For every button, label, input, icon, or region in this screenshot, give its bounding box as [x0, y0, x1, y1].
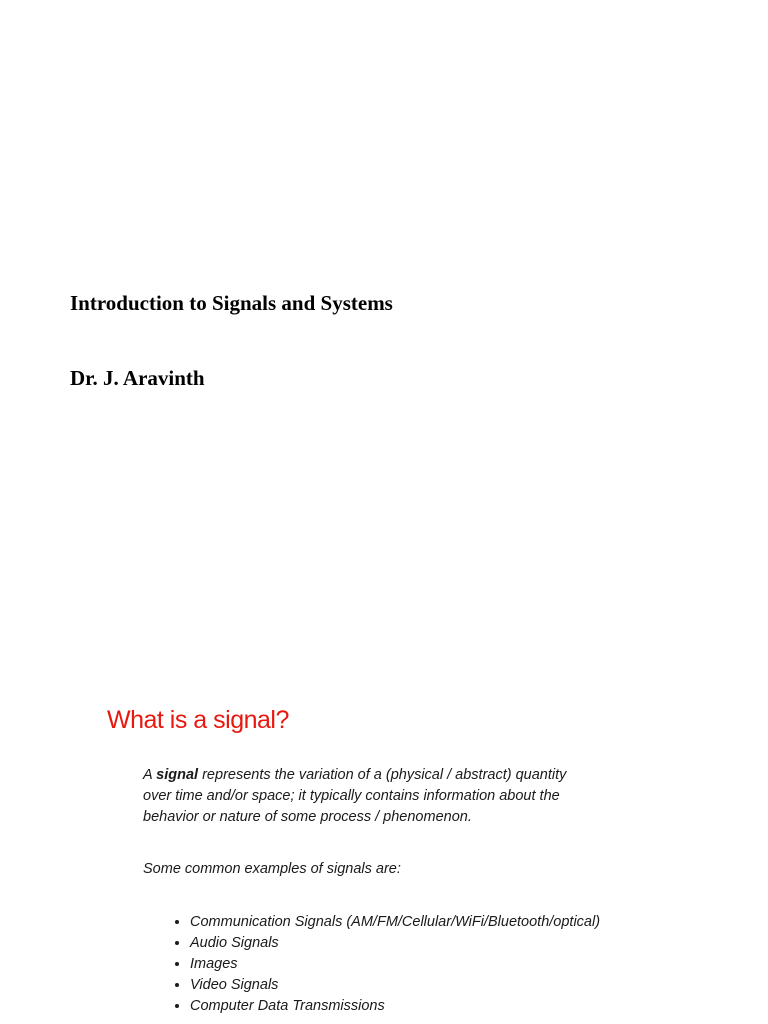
- signal-definition: [143, 765, 583, 828]
- list-item: • Audio Signals: [190, 933, 630, 954]
- document-title: Introduction to Signals and Systems: [70, 291, 393, 315]
- definition-rest: represents the variation of a (physical / abstract) quantity over time and/or space; it typically contains information about the behavior or nature of some process / phenomenon.: [143, 767, 567, 825]
- document-author: Dr. J. Aravinth: [70, 366, 205, 390]
- list-item: • Communication Signals (AM/FM/Cellular/WiFi/Bluetooth/optical): [190, 912, 630, 933]
- list-item: • Computer Data Transmissions: [190, 996, 630, 1017]
- cover-title-block: [70, 289, 393, 390]
- definition-prefix: A: [143, 767, 157, 783]
- examples-list: [143, 912, 630, 1017]
- definition-term: signal: [156, 767, 199, 783]
- examples-intro: Some common examples of signals are:: [143, 861, 401, 877]
- list-item: • Video Signals: [190, 975, 630, 996]
- slide-heading: What is a signal?: [107, 706, 289, 734]
- list-item: • Images: [190, 954, 630, 975]
- slide-what-is-a-signal: [107, 700, 627, 1014]
